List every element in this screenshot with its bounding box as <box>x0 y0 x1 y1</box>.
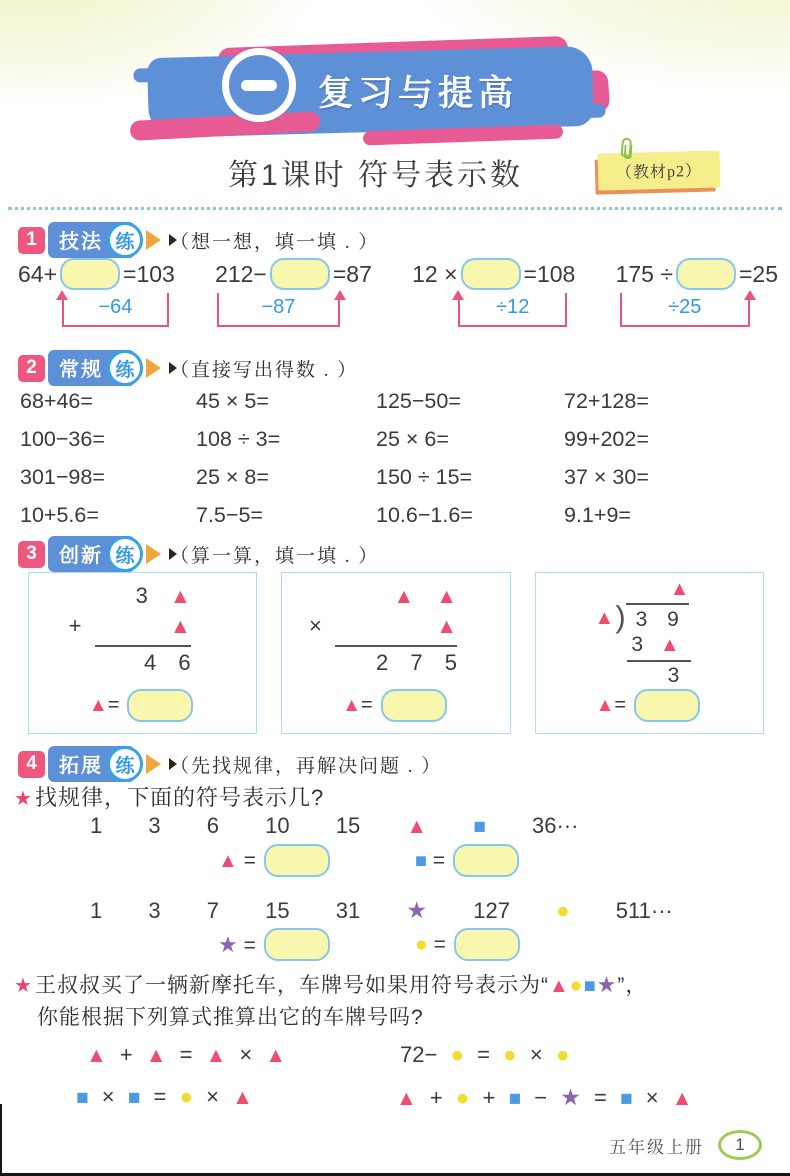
math-problem: 7.5−5= <box>196 503 263 527</box>
motorbike-text: 王叔叔买了一辆新摩托车，车牌号如果用符号表示为“▲●■★”， <box>34 972 648 997</box>
plus-operator: + <box>68 613 82 638</box>
section-number-badge: 1 <box>18 227 45 254</box>
puzzle-division <box>535 572 764 734</box>
equation-suffix: =103 <box>123 260 175 287</box>
addition-result: 4 6 <box>144 650 191 675</box>
dotted-divider <box>8 207 782 210</box>
section-number-badge: 2 <box>18 355 45 382</box>
section-instruction: （直接写出得数 . ） <box>170 359 359 381</box>
motorbike-question-line1 <box>14 969 647 999</box>
section-instruction: （算一算，填一填 . ） <box>170 545 380 567</box>
multiplication-row1: ▲ ▲ <box>393 585 457 608</box>
motorbike-text: 你能根据下列算式推算出它的车牌号吗? <box>37 1006 424 1029</box>
pattern-sequence-2: 1 3 7 15 31 ★ 127 ● 511··· <box>90 897 673 923</box>
symbol-equation: ▲ + ● + ■ − ★ = ■ × ▲ <box>396 1084 693 1110</box>
sum-line <box>95 645 191 647</box>
math-problem: 72+128= <box>564 389 649 413</box>
practice-circle-badge: 练 <box>107 222 143 258</box>
mental-math-grid <box>20 389 740 541</box>
symbol-equation: ■ × ■ = ● × ▲ <box>76 1084 253 1109</box>
symbol-equation: 72− ● = ● × ● <box>400 1042 570 1067</box>
section-name-badge: 常规 <box>48 350 135 386</box>
equation-suffix: =108 <box>523 260 576 287</box>
answer-label: ▲= <box>342 694 373 716</box>
section-4-header <box>18 747 442 781</box>
unit-number-circle <box>222 48 296 122</box>
puzzle-multiplication <box>281 572 510 734</box>
section-name-badge: 技法 <box>48 222 135 258</box>
product-line <box>335 645 457 647</box>
answer-box[interactable] <box>381 689 447 722</box>
answer-box[interactable] <box>264 928 330 961</box>
star-bullet-icon: ★ <box>14 975 33 997</box>
page-footer <box>609 1130 762 1160</box>
section-instruction: （想一想，填一填 . ） <box>170 231 380 253</box>
answer-label: ▲= <box>595 694 627 716</box>
fill-equation <box>18 258 175 327</box>
hint-label: −64 <box>98 295 133 318</box>
math-problem: 10.6−1.6= <box>376 503 473 527</box>
textbook-reference-note <box>598 150 721 190</box>
math-problem: 301−98= <box>20 465 105 489</box>
pattern-sequence-1: 1 3 6 10 15 ▲ ■ 36··· <box>90 813 579 838</box>
section-number-badge: 3 <box>18 541 45 568</box>
answer-box[interactable] <box>454 928 520 961</box>
paperclip-icon <box>621 137 632 157</box>
math-problem: 99+202= <box>564 427 649 451</box>
equation-prefix: 212− <box>215 260 267 287</box>
pencil-arrow-icon <box>146 358 161 378</box>
answer-box[interactable] <box>676 258 736 290</box>
pencil-arrow-icon <box>146 754 161 774</box>
answer-box[interactable] <box>453 844 519 877</box>
practice-circle-badge: 练 <box>107 350 143 386</box>
answer-label: ■ = <box>414 848 445 872</box>
math-problem: 125−50= <box>376 389 461 413</box>
math-problem: 108 ÷ 3= <box>196 427 281 451</box>
equation-prefix: 175 ÷ <box>615 260 673 287</box>
times-operator: × <box>308 613 322 638</box>
pattern-2-answers <box>218 928 523 961</box>
hint-bracket <box>62 293 169 327</box>
motorbike-question-line2 <box>37 1001 424 1031</box>
answer-box[interactable] <box>264 844 330 877</box>
equation-prefix: 12 × <box>412 260 458 287</box>
equation-suffix: =25 <box>738 260 778 287</box>
textbook-note-text: （教材p2） <box>615 162 703 183</box>
pattern-question-text: 找规律，下面的符号表示几? <box>34 785 325 810</box>
unit-number <box>241 80 277 91</box>
multiplication-row2: × ▲ <box>308 613 457 638</box>
division-divisor: ▲ <box>594 607 615 629</box>
unit-banner <box>148 40 593 142</box>
math-problem: 10+5.6= <box>20 503 99 527</box>
section-name-badge: 创新 <box>48 536 135 572</box>
answer-box[interactable] <box>634 689 700 722</box>
division-dividend: 3 9 <box>626 603 689 632</box>
section-2-header <box>18 351 358 385</box>
pattern-question <box>14 781 324 812</box>
section-number-badge: 4 <box>18 751 45 778</box>
fill-equation-row <box>18 258 778 327</box>
answer-box[interactable] <box>127 689 193 722</box>
math-problem: 68+46= <box>20 389 93 413</box>
multiplication-result: 2 7 5 <box>375 650 457 675</box>
addition-row1: 3 ▲ <box>135 583 191 608</box>
division-quotient: ▲ <box>669 578 690 600</box>
hint-bracket <box>620 293 750 327</box>
addition-row2: + ▲ <box>68 613 191 638</box>
math-problem: 100−36= <box>20 427 105 451</box>
page-number: 1 <box>718 1130 762 1160</box>
fill-equation <box>412 258 575 327</box>
practice-circle-badge: 练 <box>107 536 143 572</box>
hint-bracket <box>217 293 340 327</box>
unit-title: 复习与提高 <box>318 74 519 113</box>
answer-box[interactable] <box>270 258 330 290</box>
practice-circle-badge: 练 <box>107 746 143 782</box>
pattern-1-answers <box>218 844 522 877</box>
symbol-puzzles <box>28 572 764 734</box>
symbol-equation: ▲ + ▲ = ▲ × ▲ <box>86 1042 287 1067</box>
hint-label: ÷25 <box>668 295 702 318</box>
equation-prefix: 64+ <box>18 260 58 287</box>
section-instruction: （先找规律，再解决问题 . ） <box>170 755 443 777</box>
math-problem: 25 × 8= <box>196 465 269 489</box>
answer-box[interactable] <box>461 258 521 290</box>
answer-label: ▲ = <box>218 848 256 872</box>
fill-equation <box>215 258 372 327</box>
math-problem: 45 × 5= <box>196 389 269 413</box>
fill-equation <box>616 258 778 327</box>
math-problem: 37 × 30= <box>564 465 649 489</box>
division-subtrahend: 3 ▲ <box>627 632 691 662</box>
scan-edge <box>0 1104 2 1176</box>
answer-box[interactable] <box>60 258 120 290</box>
pencil-arrow-icon <box>146 230 161 250</box>
math-problem: 25 × 6= <box>376 427 449 451</box>
answer-label: ▲= <box>88 694 120 716</box>
hint-label: −87 <box>261 295 296 318</box>
hint-bracket <box>458 293 567 327</box>
math-problem: 150 ÷ 15= <box>376 465 473 489</box>
math-problem: 9.1+9= <box>564 503 631 527</box>
book-volume-label: 五年级上册 <box>609 1137 704 1157</box>
division-bracket: ) <box>615 599 626 634</box>
lesson-title: 第1课时 符号表示数 <box>228 159 524 192</box>
division-remainder: 3 <box>667 664 680 687</box>
puzzle-addition <box>28 572 257 734</box>
star-bullet-icon: ★ <box>14 788 33 810</box>
pencil-arrow-icon <box>146 544 161 564</box>
section-name-badge: 拓展 <box>48 746 135 782</box>
section-3-header <box>18 537 379 571</box>
equation-suffix: =87 <box>332 260 372 287</box>
answer-label: ● = <box>414 932 446 956</box>
answer-label: ★ = <box>218 931 256 957</box>
section-1-header <box>18 223 379 257</box>
hint-label: ÷12 <box>496 295 530 318</box>
